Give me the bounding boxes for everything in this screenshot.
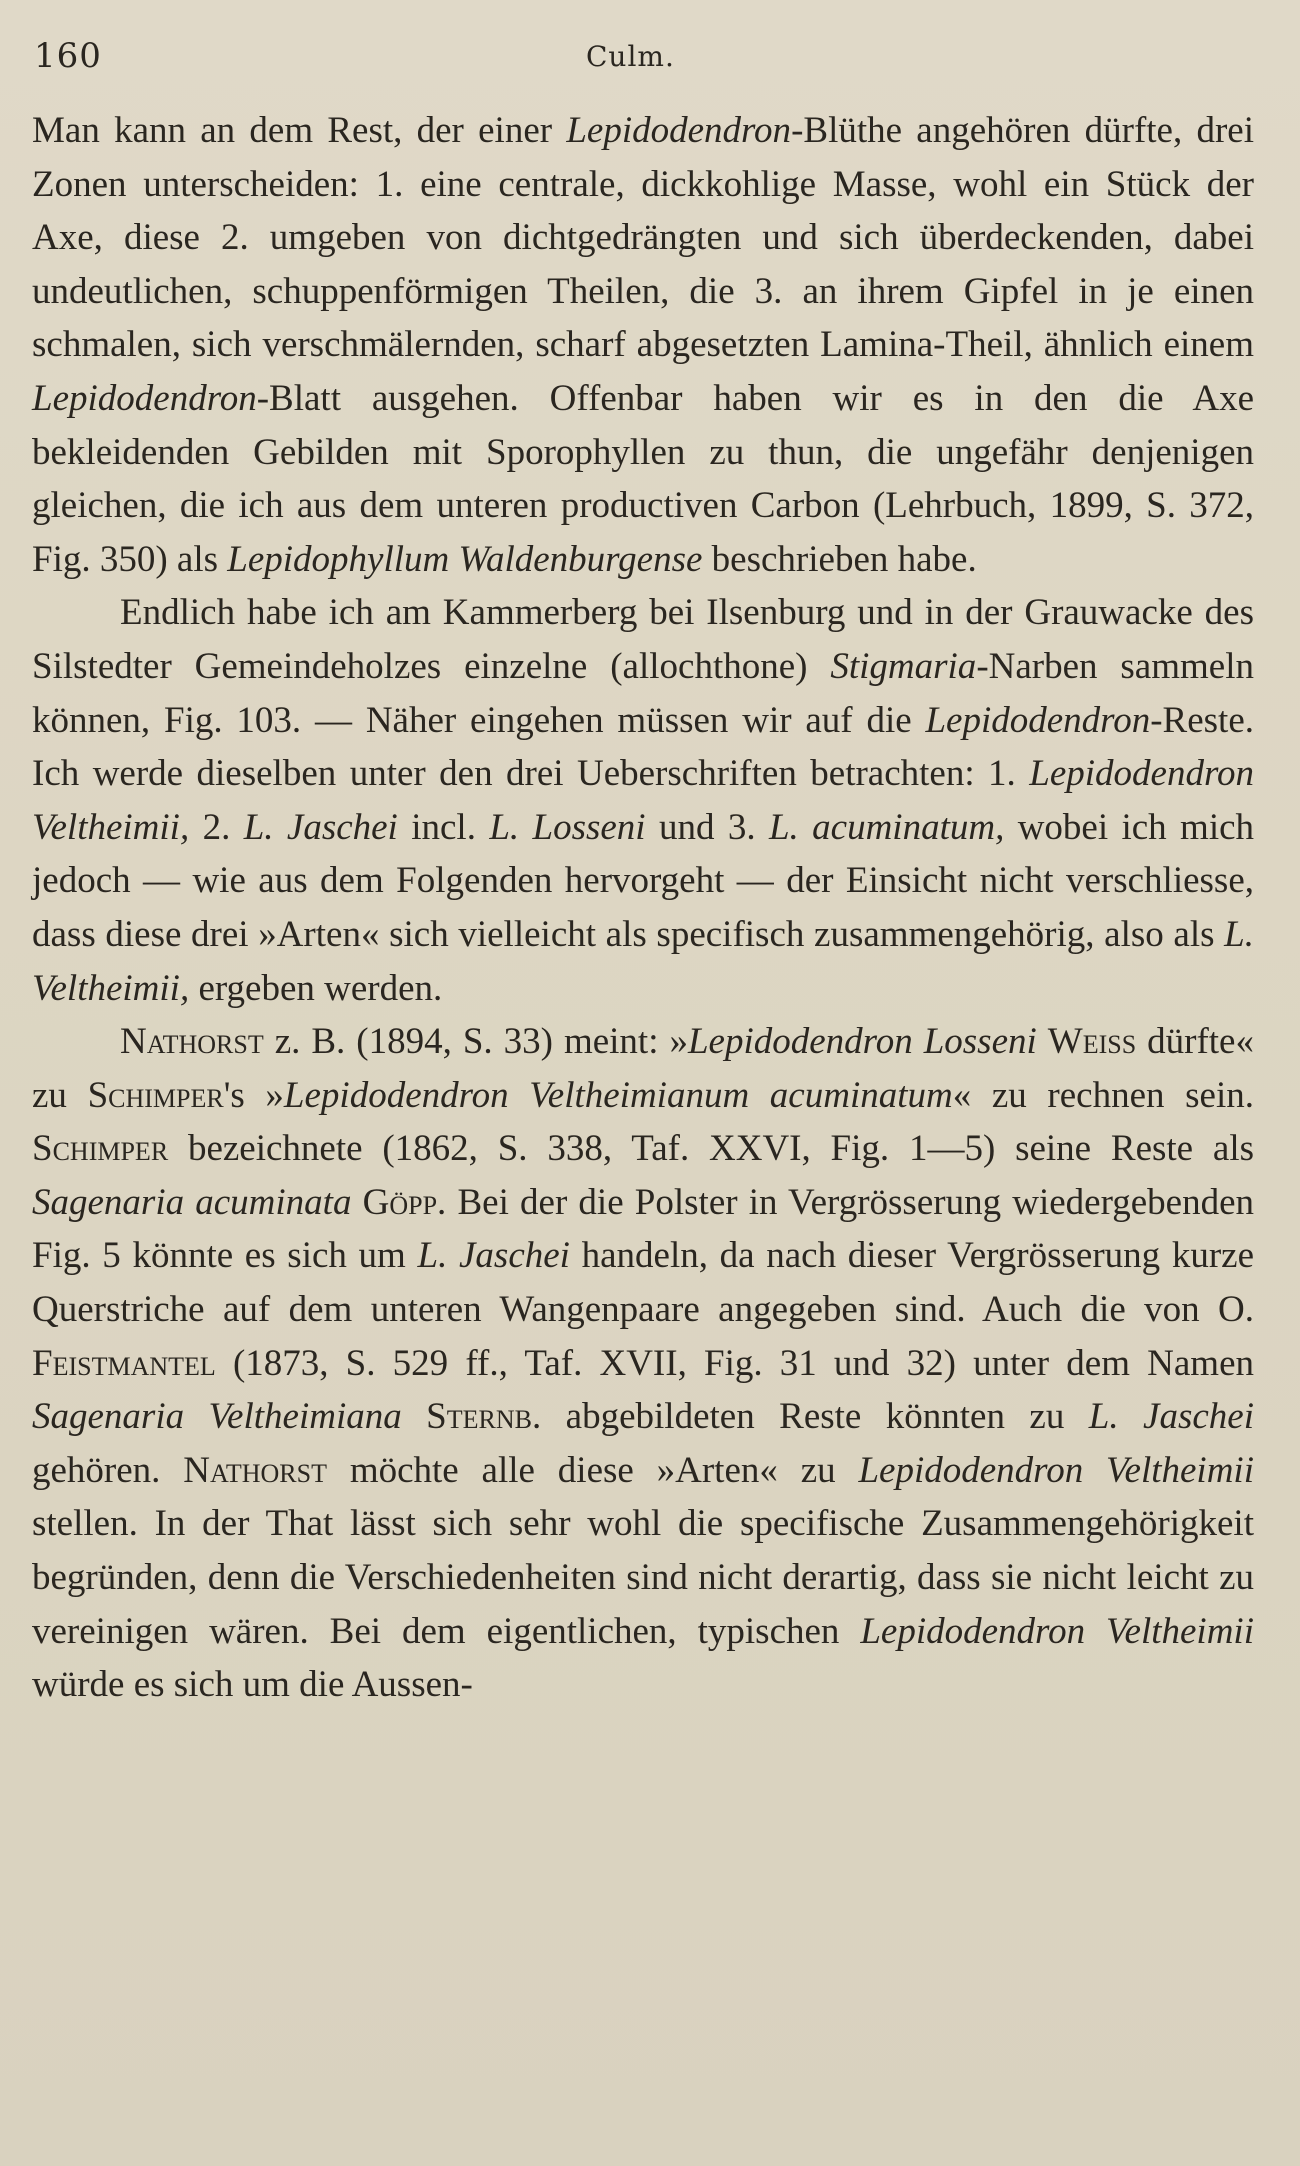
text-segment: dürfte« zu	[32, 1021, 1254, 1116]
text-segment: Endlich habe ich am Kammerberg bei Ilsenburg und in der Grauwacke des Silstedter Gemeindeholzes einzelne (allochthone)	[32, 592, 1254, 687]
text-segment: « zu rechnen sein.	[952, 1074, 1254, 1116]
text-segment: L. Losseni	[489, 806, 646, 848]
paragraph-lepidodendron-remains	[32, 586, 1254, 1015]
text-segment: abgebildeten Reste könnten zu	[541, 1396, 1089, 1438]
page-header	[34, 36, 1226, 86]
text-segment: Lepidodendron	[925, 699, 1151, 741]
text-segment: Sternb.	[426, 1396, 542, 1438]
text-segment: L. Jaschei	[417, 1235, 570, 1277]
text-segment: -Blüthe angehören dürfte, drei Zonen unterscheiden: 1. eine centrale, dickkohlige Masse, wohl ein Stück der Axe, diese 2. umgeben von dichtgedrängten und sich überdeckenden, dabei undeutlichen, schuppenförmigen Theilen, die 3. an ihrem Gipfel in je einen schmalen, sich verschmälernden, scharf abgesetzten Lamina-Theil, ähnlich einem	[32, 110, 1254, 366]
text-segment	[402, 1396, 426, 1437]
body-text	[32, 104, 1254, 1712]
paragraph-nathorst	[32, 1015, 1254, 1712]
text-segment: L. Jaschei	[1088, 1396, 1254, 1438]
text-segment: bezeichnete (1862, S. 338, Taf. XXVI, Fig. 1—5) seine Reste als	[168, 1128, 1254, 1170]
page-number: 160	[34, 36, 102, 76]
text-segment: gehören.	[32, 1449, 184, 1491]
text-segment: -Blatt ausgehen. Offenbar haben wir es in den die Axe bekleidenden Gebilden mit Sporophyllen zu thun, die ungefähr denjenigen gleichen, die ich aus dem unteren productiven Carbon (Lehrbuch, 1899, S. 372, Fig. 350) als	[32, 377, 1254, 580]
text-segment: 's »	[223, 1074, 284, 1116]
text-segment: beschrieben habe.	[702, 538, 977, 580]
text-segment: Bei der die Polster in Vergrösserung wiedergebenden Fig. 5 könnte es sich um	[32, 1181, 1254, 1277]
text-segment	[1037, 1021, 1048, 1062]
text-segment: Lepidodendron Veltheimii	[860, 1610, 1254, 1652]
text-segment: handeln, da nach dieser Vergrösserung kurze Querstriche auf dem unteren Wangenpaare angegeben sind. Auch die von O.	[32, 1235, 1255, 1331]
text-segment: incl.	[397, 806, 490, 848]
text-segment: Lepidodendron Veltheimii	[858, 1449, 1254, 1491]
text-segment: -Reste. Ich werde dieselben unter den drei Ueberschriften betrachten: 1.	[32, 699, 1254, 795]
text-segment: Schimper	[87, 1074, 224, 1116]
text-segment: Lepidodendron	[566, 110, 792, 151]
text-segment: Göpp.	[362, 1181, 447, 1223]
text-segment: Feistmantel	[32, 1342, 216, 1384]
text-segment: stellen. In der That lässt sich sehr wohl die specifische Zusammengehörigkeit begründen, denn die Verschiedenheiten sind nicht derartig, dass sie nicht leicht zu vereinigen wären. Bei dem eigentlichen, typischen	[32, 1503, 1254, 1652]
text-segment: Sagenaria acuminata	[32, 1181, 352, 1223]
paragraph-sporophylls	[32, 104, 1254, 586]
text-segment: möchte alle diese »Arten« zu	[326, 1449, 859, 1491]
text-segment: Schimper	[32, 1128, 169, 1170]
text-segment: wobei ich mich jedoch — wie aus dem Folgenden hervorgeht — der Einsicht nicht verschliesse, dass diese drei »Arten« sich vielleicht als specifisch zusammengehörig, also als	[32, 806, 1255, 955]
text-segment: Man kann an dem Rest, der einer	[32, 110, 567, 151]
text-segment: ergeben werden.	[189, 967, 443, 1009]
text-segment: Lepidodendron Losseni	[687, 1021, 1037, 1063]
text-segment: L. acuminatum,	[768, 806, 1005, 848]
text-segment: Lepidodendron	[32, 377, 257, 419]
text-segment: Nathorst	[183, 1449, 327, 1491]
text-segment: Lepidodendron Veltheimii,	[32, 753, 1254, 848]
text-segment: Sagenaria Veltheimiana	[32, 1396, 402, 1438]
text-segment: Weiss	[1047, 1021, 1137, 1063]
text-segment: würde es sich um die Aussen-	[32, 1664, 473, 1706]
text-segment: L. Veltheimii,	[32, 913, 1254, 1009]
text-segment	[351, 1182, 362, 1223]
text-segment: Nathorst	[120, 1021, 264, 1063]
text-segment: und 3.	[645, 806, 769, 848]
text-segment: -Narben sammeln können, Fig. 103. — Näher eingehen müssen wir auf die	[32, 645, 1254, 741]
text-segment: Lepidophyllum Waldenburgense	[227, 538, 703, 580]
text-segment: Stigmaria	[830, 645, 977, 687]
running-head: Culm.	[586, 40, 675, 73]
text-segment: L. Jaschei	[243, 806, 398, 848]
text-segment: 2.	[189, 806, 244, 848]
text-segment: z. B. (1894, S. 33) meint: »	[263, 1021, 688, 1063]
text-segment: (1873, S. 529 ff., Taf. XVII, Fig. 31 und 32) unter dem Namen	[215, 1342, 1254, 1384]
text-segment: Lepidodendron Veltheimianum acuminatum	[283, 1074, 953, 1116]
